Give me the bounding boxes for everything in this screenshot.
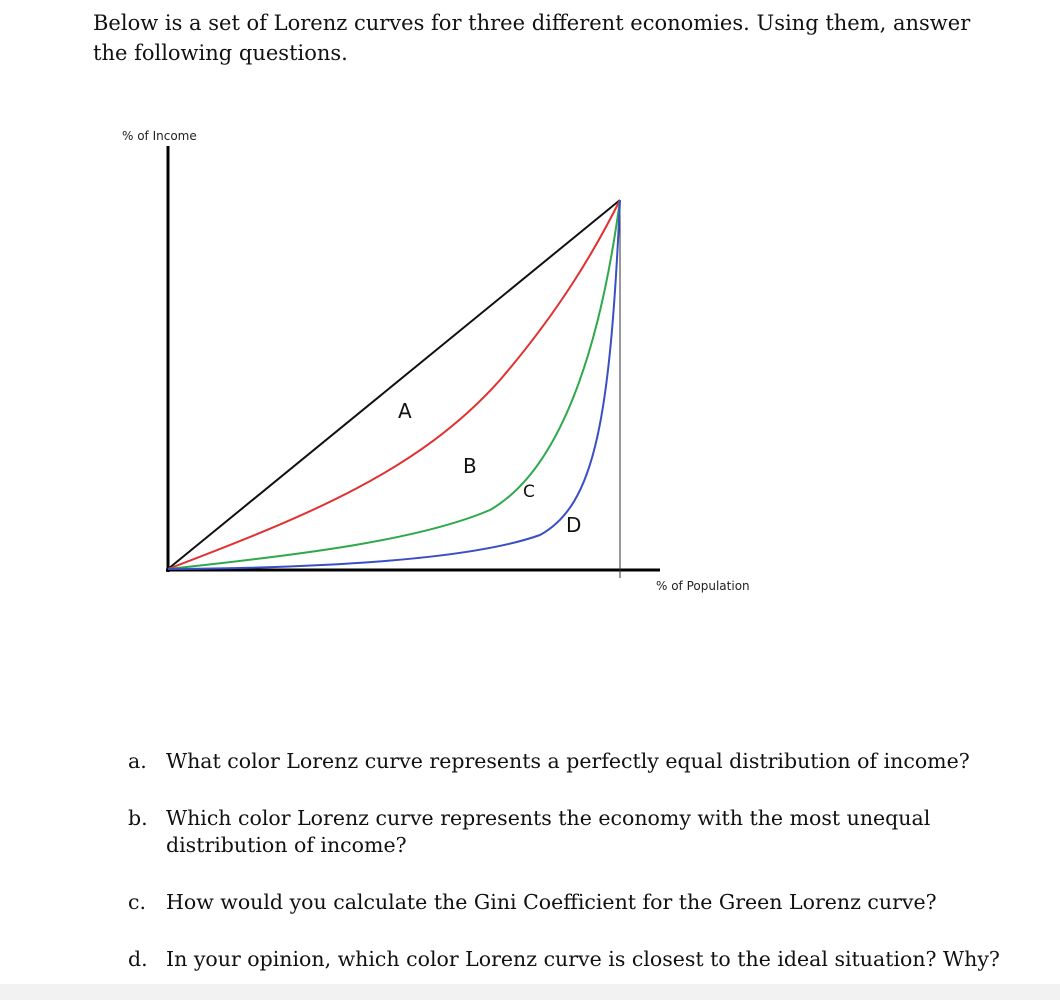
question-text: What color Lorenz curve represents a perfectly equal distribution of income? (166, 749, 970, 773)
question-text: How would you calculate the Gini Coefficient for the Green Lorenz curve? (166, 890, 937, 914)
question-b (128, 805, 1008, 859)
label-d: D (566, 513, 582, 537)
label-b: B (463, 454, 477, 478)
intro-text: Below is a set of Lorenz curves for three different economies. Using them, answer the following questions. (93, 11, 971, 65)
question-c (128, 889, 1008, 916)
question-marker: c. (128, 890, 146, 914)
question-a (128, 748, 1008, 775)
question-marker: b. (128, 806, 148, 830)
page-bottom-strip (0, 984, 1060, 1000)
y-axis-label: % of Income (122, 129, 197, 143)
label-a: A (398, 399, 412, 423)
label-c: C (523, 482, 535, 502)
question-marker: d. (128, 947, 148, 971)
question-list (128, 748, 1008, 973)
question-d (128, 946, 1008, 973)
question-text: In your opinion, which color Lorenz curve is closest to the ideal situation? Why? (166, 947, 1000, 971)
equality-line (168, 200, 620, 569)
question-marker: a. (128, 749, 147, 773)
question-text: Which color Lorenz curve represents the economy with the most unequal distribution of income? (166, 806, 931, 857)
x-axis-label: % of Population (656, 579, 750, 593)
